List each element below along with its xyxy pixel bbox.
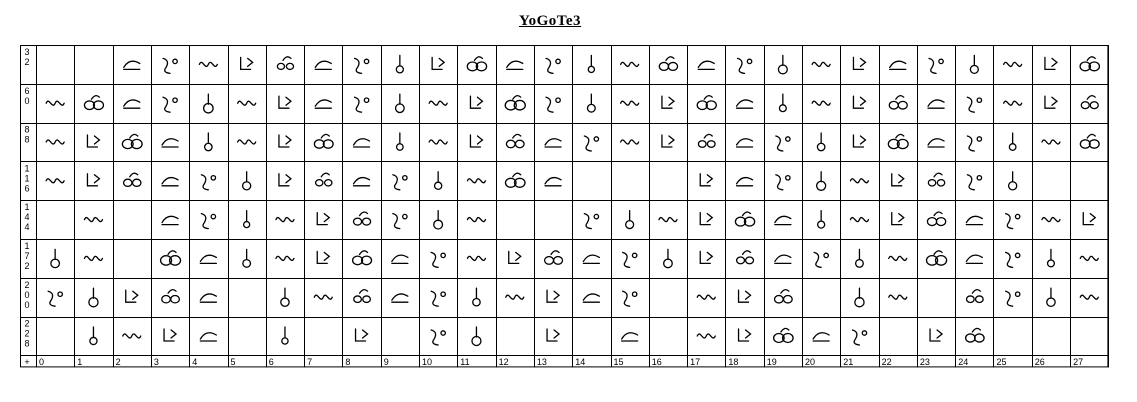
glyph (927, 212, 945, 226)
svg-text:2: 2 (24, 279, 30, 290)
glyph (545, 178, 561, 186)
glyph (546, 58, 560, 73)
glyph (621, 62, 639, 66)
glyph (817, 133, 824, 151)
glyph (162, 216, 178, 224)
glyph (659, 218, 677, 222)
glyph (162, 178, 178, 186)
glyph (470, 96, 482, 108)
glyph (889, 256, 907, 260)
glyph (584, 214, 598, 229)
glyph (1081, 96, 1098, 109)
row-label (24, 47, 29, 67)
glyph (545, 139, 561, 147)
glyph (850, 218, 868, 222)
glyph (853, 96, 865, 108)
glyph (1042, 218, 1060, 222)
glyph (583, 294, 599, 302)
glyph (1042, 140, 1060, 144)
glyph (241, 57, 253, 69)
glyph (200, 294, 216, 302)
svg-text:0: 0 (24, 289, 30, 300)
glyph (967, 136, 981, 151)
glyph (1080, 295, 1098, 299)
column-label: 27 (1073, 356, 1084, 367)
glyph (46, 179, 64, 183)
glyph (87, 135, 99, 147)
glyph (1083, 213, 1095, 225)
glyph (205, 133, 212, 151)
glyph (317, 213, 329, 225)
glyph (888, 134, 908, 148)
glyph (698, 134, 715, 147)
glyph (1080, 256, 1098, 260)
svg-text:2: 2 (24, 261, 30, 271)
glyph (396, 55, 403, 73)
glyph (853, 135, 865, 147)
glyph (774, 328, 793, 342)
glyph (855, 288, 864, 307)
glyph (737, 100, 753, 108)
glyph (87, 174, 99, 186)
row-label (24, 163, 29, 193)
glyph (431, 330, 445, 345)
glyph (392, 255, 408, 263)
glyph (588, 55, 594, 72)
glyph (279, 135, 291, 147)
glyph (1048, 249, 1055, 266)
svg-text:1: 1 (24, 173, 30, 184)
glyph (812, 101, 830, 105)
glyph (48, 291, 62, 306)
glyph (545, 251, 563, 264)
column-label: 6 (268, 356, 274, 367)
glyph (353, 212, 370, 225)
glyph (966, 255, 982, 263)
glyph (584, 136, 598, 151)
glyph (1004, 101, 1022, 105)
glyph (314, 295, 332, 299)
glyph (1006, 214, 1020, 229)
column-label: 23 (919, 356, 930, 367)
glyph (467, 256, 485, 260)
column-label: 10 (422, 356, 433, 367)
glyph (397, 133, 404, 150)
glyph (662, 96, 674, 108)
svg-text:4: 4 (24, 222, 30, 233)
glyph (546, 97, 560, 112)
glyph (662, 135, 674, 147)
glyph (46, 101, 64, 105)
column-label: 11 (460, 356, 470, 367)
glyph (928, 100, 944, 108)
glyph (817, 172, 826, 191)
glyph (659, 57, 677, 71)
glyph (238, 140, 256, 144)
glyph (396, 94, 405, 112)
glyph (162, 290, 180, 303)
glyph (46, 140, 64, 144)
glyph (353, 251, 372, 265)
svg-text:6: 6 (24, 183, 30, 194)
column-label: 13 (536, 356, 547, 367)
glyph (163, 97, 177, 112)
glyph (244, 211, 250, 228)
column-label: 15 (613, 356, 624, 367)
glyph (393, 175, 407, 190)
glyph (778, 55, 787, 73)
glyph (623, 291, 637, 306)
svg-text:0: 0 (24, 299, 30, 310)
glyph (588, 94, 596, 112)
svg-text:2: 2 (24, 328, 30, 339)
glyph (853, 57, 865, 69)
glyph (779, 94, 786, 111)
glyph (316, 173, 332, 186)
glyph (737, 251, 754, 264)
glyph (739, 290, 751, 302)
glyph (737, 178, 753, 186)
glyph (200, 255, 216, 263)
glyph (547, 329, 559, 341)
glyph (429, 140, 447, 144)
glyph (892, 174, 904, 186)
glyph (238, 101, 256, 105)
glyph (890, 61, 906, 69)
glyph (354, 139, 370, 147)
glyph (621, 140, 639, 144)
glyph (928, 139, 944, 147)
glyph (51, 249, 60, 267)
glyph (775, 290, 793, 303)
glyph (122, 134, 142, 148)
glyph (505, 173, 525, 187)
glyph (664, 249, 673, 267)
glyph (1047, 288, 1055, 306)
glyph (812, 62, 830, 66)
glyph (467, 57, 486, 71)
glyph (1045, 57, 1057, 69)
glyph (84, 96, 103, 110)
svg-text:6: 6 (24, 85, 30, 96)
glyph (431, 252, 445, 267)
glyph (850, 179, 868, 183)
column-label: 25 (996, 356, 1007, 367)
svg-text:8: 8 (24, 134, 30, 145)
column-label: 14 (575, 356, 586, 367)
glyph (697, 334, 715, 338)
glyph (199, 62, 217, 66)
glyph (317, 251, 329, 263)
glyph (700, 174, 712, 186)
glyph (1045, 96, 1057, 108)
glyph (775, 255, 791, 263)
glyph (813, 333, 829, 341)
glyph (432, 57, 444, 69)
row-label (24, 125, 29, 145)
glyph (243, 249, 251, 267)
glyph (314, 134, 333, 148)
glyph (852, 330, 866, 345)
column-label: 21 (843, 356, 854, 367)
glyph (282, 327, 288, 344)
glyph (739, 329, 751, 341)
glyph (930, 329, 942, 341)
glyph (431, 291, 445, 306)
glyph (775, 216, 791, 224)
column-label: 8 (345, 356, 351, 367)
svg-text:2: 2 (24, 57, 30, 67)
column-label: 4 (192, 356, 198, 367)
column-label: 9 (383, 356, 389, 367)
glyph (467, 179, 485, 183)
glyph (355, 97, 369, 112)
glyph (818, 211, 825, 229)
page-title: YoGoTe3 (518, 13, 582, 29)
glyph (966, 328, 984, 342)
glyph (967, 97, 981, 112)
glyph (735, 212, 754, 226)
glyph (697, 295, 715, 299)
glyph (124, 61, 140, 69)
row-label (24, 241, 29, 271)
glyph (279, 96, 291, 108)
glyph (547, 290, 559, 302)
svg-text:8: 8 (24, 124, 30, 135)
glyph (583, 255, 599, 263)
svg-text:3: 3 (24, 47, 30, 57)
glyph (814, 252, 828, 267)
column-label: 18 (728, 356, 739, 367)
glyph (472, 327, 481, 345)
column-label: 3 (153, 356, 159, 367)
row-label (24, 319, 29, 349)
column-label: 26 (1034, 356, 1045, 367)
row-label (24, 202, 29, 232)
glyph (929, 58, 943, 73)
glyph (356, 329, 368, 341)
table-border (21, 46, 1108, 367)
glyph (626, 211, 634, 229)
glyph (737, 139, 753, 147)
column-label: 1 (77, 356, 83, 367)
glyph (506, 295, 524, 299)
glyph (970, 55, 978, 73)
glyph (200, 333, 216, 341)
glyph (509, 251, 521, 263)
glyph (622, 333, 638, 341)
column-label: 20 (805, 356, 816, 367)
glyph (738, 58, 752, 73)
glyph (124, 100, 140, 108)
column-label: 17 (690, 356, 701, 367)
column-label: 12 (498, 356, 509, 367)
glyph (123, 334, 141, 338)
glyph (279, 174, 291, 186)
glyph (392, 294, 408, 302)
svg-text:7: 7 (24, 251, 30, 261)
svg-text:8: 8 (24, 338, 30, 349)
glyph (698, 61, 714, 69)
glyph-table (20, 45, 1115, 380)
glyph (928, 173, 944, 186)
row-label (24, 86, 29, 106)
glyph (700, 213, 712, 225)
glyph (164, 329, 176, 341)
glyph (776, 175, 790, 190)
glyph (393, 214, 407, 229)
glyph (355, 58, 369, 73)
glyph (435, 172, 442, 190)
glyph (161, 251, 181, 265)
glyph (505, 96, 525, 110)
column-label: 5 (230, 356, 236, 367)
glyph (1004, 62, 1022, 66)
glyph (354, 178, 370, 186)
glyph (856, 249, 864, 267)
column-label: 19 (766, 356, 777, 367)
glyph (315, 61, 331, 69)
glyph (84, 256, 102, 260)
glyph (967, 290, 984, 303)
glyph (507, 61, 523, 69)
column-label: 16 (651, 356, 662, 367)
glyph (243, 172, 251, 190)
glyph (889, 295, 907, 299)
glyph (429, 101, 447, 105)
glyph (124, 173, 141, 186)
glyph (90, 327, 97, 345)
column-label: 2 (115, 356, 121, 367)
glyph (889, 96, 907, 109)
glyph (927, 251, 947, 265)
glyph (1009, 172, 1017, 190)
svg-text:4: 4 (24, 212, 30, 223)
glyph (126, 290, 138, 302)
corner-label: + (24, 356, 30, 367)
glyph (276, 218, 294, 222)
glyph (162, 139, 178, 147)
glyph (1006, 291, 1020, 306)
glyph (467, 218, 485, 222)
svg-text:1: 1 (24, 202, 30, 213)
glyph (201, 175, 215, 190)
glyph (204, 94, 213, 113)
column-label: 22 (881, 356, 892, 367)
glyph (1009, 133, 1016, 150)
glyph (621, 101, 639, 105)
glyph (315, 100, 331, 108)
row-label (24, 280, 29, 310)
glyph (776, 136, 790, 151)
glyph (163, 58, 177, 73)
glyph (700, 251, 712, 263)
glyph (89, 288, 98, 307)
glyph (506, 134, 524, 147)
column-label: 7 (307, 356, 313, 367)
glyph (281, 288, 289, 306)
svg-text:0: 0 (24, 95, 30, 106)
glyph (1080, 134, 1099, 148)
glyph (354, 290, 371, 303)
glyph (1080, 57, 1099, 71)
column-label: 24 (958, 356, 969, 367)
glyph (434, 211, 443, 229)
glyph (892, 213, 904, 225)
glyph (201, 214, 215, 229)
glyph (277, 57, 293, 70)
glyph (84, 218, 102, 222)
glyph (276, 256, 294, 260)
glyph (1006, 252, 1020, 267)
glyph (697, 96, 716, 110)
column-label: 0 (39, 356, 45, 367)
glyph (623, 252, 637, 267)
glyph (966, 216, 982, 224)
svg-text:2: 2 (24, 318, 30, 329)
glyph (473, 288, 480, 306)
glyph (470, 135, 482, 147)
svg-text:1: 1 (24, 241, 30, 251)
glyph (967, 175, 981, 190)
svg-text:1: 1 (24, 163, 30, 174)
